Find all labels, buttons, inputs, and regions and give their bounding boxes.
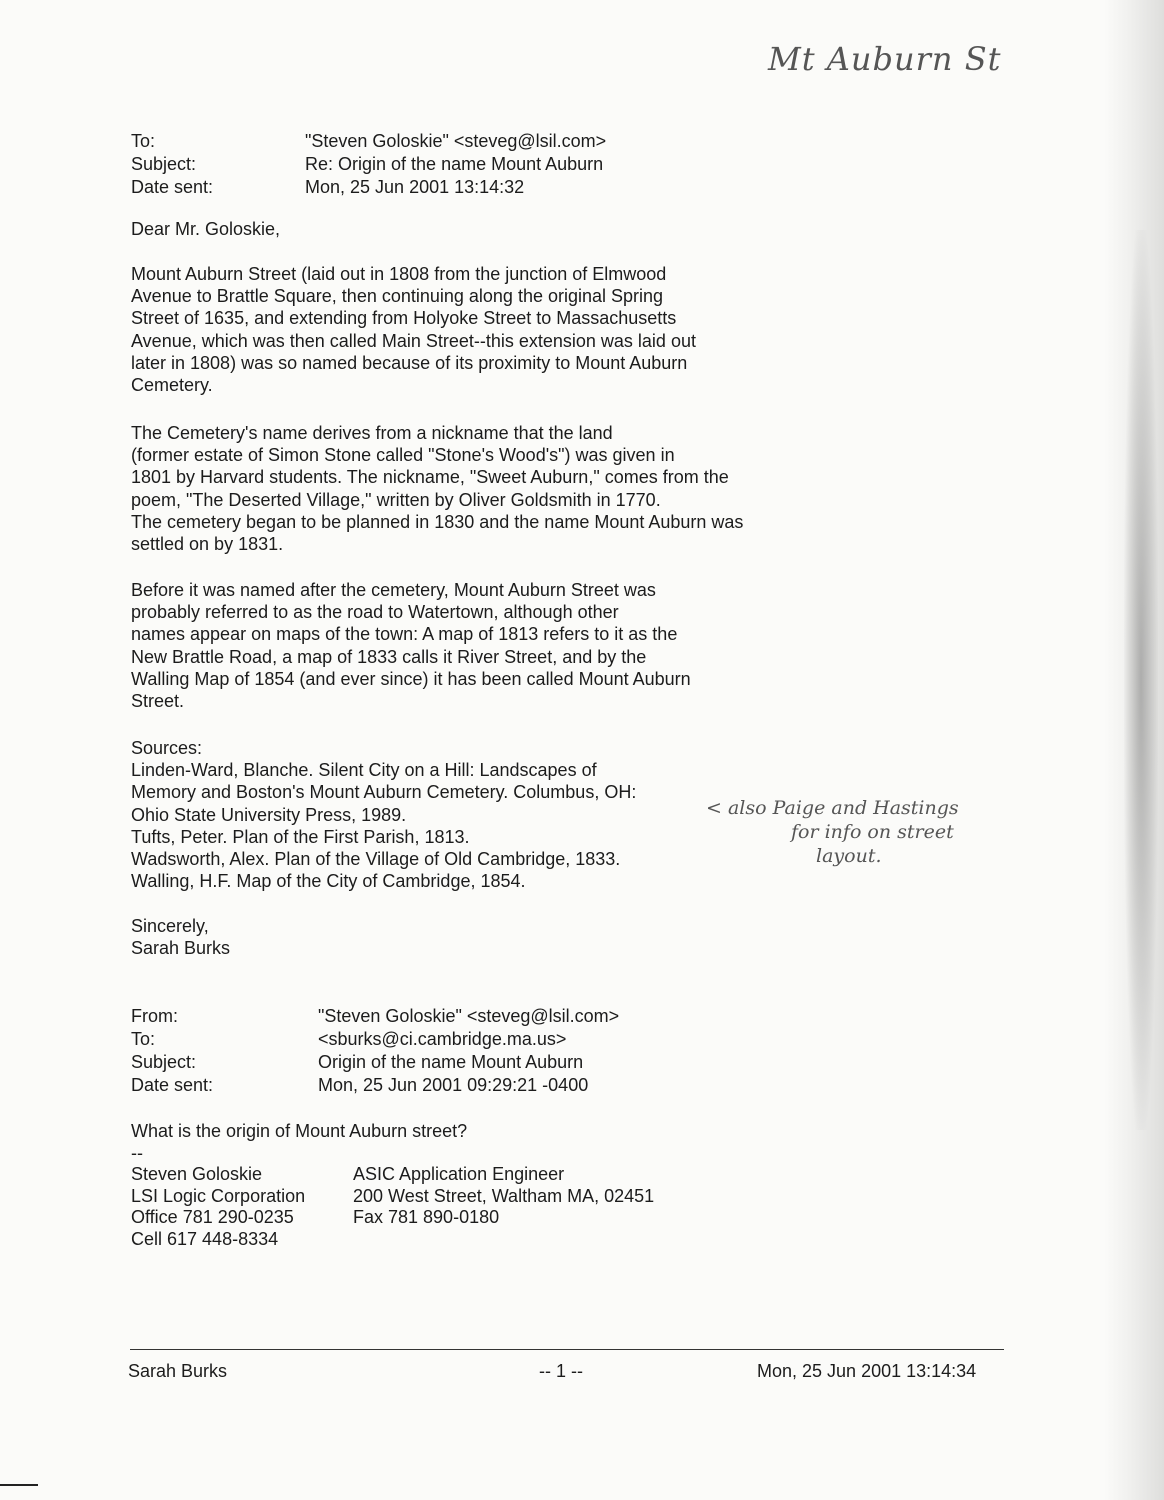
closing: [131, 915, 821, 959]
header-row-subject: [131, 1051, 619, 1074]
source-line: Wadsworth, Alex. Plan of the Village of Old Cambridge, 1833.: [131, 849, 621, 870]
signature-row: [131, 1164, 654, 1186]
handwritten-line: for info on street: [791, 821, 954, 843]
source-line: Walling, H.F. Map of the City of Cambridge, 1854.: [131, 871, 526, 892]
source-line: Linden-Ward, Blanche. Silent City on a Hill: Landscapes of: [131, 760, 597, 781]
handwritten-title: Mt Auburn St: [768, 40, 1002, 78]
header-value: Mon, 25 Jun 2001 09:29:21 -0400: [318, 1075, 589, 1095]
text-line: poem, "The Deserted Village," written by Oliver Goldsmith in 1770.: [131, 489, 661, 510]
handwritten-margin-note: [706, 796, 1076, 868]
footer-divider: [130, 1349, 1004, 1350]
text-line: names appear on maps of the town: A map of 1813 refers to it as the: [131, 624, 678, 645]
text-line: Street.: [131, 691, 185, 712]
footer-timestamp: Mon, 25 Jun 2001 13:14:34: [757, 1361, 977, 1381]
header-label: Date sent:: [131, 177, 214, 197]
header-row-to: [131, 130, 606, 153]
header-row-to: [131, 1028, 619, 1051]
source-line: Tufts, Peter. Plan of the First Parish, 1813.: [131, 826, 470, 847]
header-label: Subject:: [131, 154, 197, 174]
text-line: Avenue to Brattle Square, then continuing along the original Spring: [131, 286, 664, 307]
header-label: From:: [131, 1006, 178, 1026]
header-value: Mon, 25 Jun 2001 13:14:32: [305, 177, 525, 197]
email-signature: [131, 1164, 654, 1250]
signature-left: Steven Goloskie: [131, 1164, 263, 1184]
signature-left: LSI Logic Corporation: [131, 1185, 306, 1206]
salutation: [131, 218, 821, 240]
header-label: Date sent:: [131, 1075, 214, 1095]
header-row-date: [131, 176, 606, 199]
scan-corner-mark: [0, 1484, 38, 1486]
header-value: Re: Origin of the name Mount Auburn: [305, 154, 604, 174]
text-line: (former estate of Simon Stone called "Stone's Wood's") was given in: [131, 445, 675, 466]
text-line: Before it was named after the cemetery, Mount Auburn Street was: [131, 580, 656, 600]
text-line: The cemetery began to be planned in 1830 and the name Mount Auburn was: [131, 511, 744, 532]
header-label: To:: [131, 131, 156, 151]
header-row-subject: [131, 153, 606, 176]
salutation-text: Dear Mr. Goloskie,: [131, 219, 281, 239]
text-line: Avenue, which was then called Main Street--this extension was laid out: [131, 330, 696, 351]
header-value: "Steven Goloskie" <steveg@lsil.com>: [305, 131, 607, 151]
header-label: Subject:: [131, 1052, 197, 1072]
signature-right: 200 West Street, Waltham MA, 02451: [353, 1185, 655, 1206]
handwritten-line: < also Paige and Hastings: [706, 797, 959, 819]
original-question: [131, 1120, 821, 1164]
text-line: Mount Auburn Street (laid out in 1808 from the junction of Elmwood: [131, 264, 667, 284]
header-row-from: [131, 1005, 619, 1028]
header-row-date: [131, 1074, 619, 1097]
header-value: Origin of the name Mount Auburn: [318, 1052, 584, 1072]
paragraph-3: [131, 579, 821, 712]
signature-right: ASIC Application Engineer: [353, 1164, 565, 1184]
text-line: later in 1808) was so named because of its proximity to Mount Auburn: [131, 352, 688, 373]
text-line: probably referred to as the road to Watertown, although other: [131, 602, 619, 623]
source-line: Ohio State University Press, 1989.: [131, 804, 407, 825]
sources-heading: Sources:: [131, 738, 203, 758]
text-line: settled on by 1831.: [131, 534, 284, 555]
header-label: To:: [131, 1029, 156, 1049]
header-value: <sburks@ci.cambridge.ma.us>: [318, 1029, 567, 1049]
signature-row: [131, 1229, 654, 1251]
text-line: Walling Map of 1854 (and ever since) it has been called Mount Auburn: [131, 668, 691, 689]
text-line: Street of 1635, and extending from Holyoke Street to Massachusetts: [131, 308, 677, 329]
signature-right: Fax 781 890-0180: [353, 1207, 500, 1227]
header-value: "Steven Goloskie" <steveg@lsil.com>: [318, 1006, 620, 1026]
question-text: What is the origin of Mount Auburn street?: [131, 1121, 468, 1141]
source-line: Memory and Boston's Mount Auburn Cemetery. Columbus, OH:: [131, 782, 637, 803]
handwritten-line: layout.: [816, 845, 882, 867]
closing-line: Sincerely,: [131, 916, 209, 936]
closing-signature: Sarah Burks: [131, 938, 231, 959]
signature-row: [131, 1207, 654, 1229]
paragraph-1: [131, 263, 821, 396]
text-line: Cemetery.: [131, 375, 213, 396]
scan-smudge: [1124, 230, 1158, 1130]
footer-author: Sarah Burks: [128, 1361, 228, 1381]
signature-row: [131, 1186, 654, 1208]
signature-separator: --: [131, 1143, 143, 1164]
text-line: The Cemetery's name derives from a nickname that the land: [131, 423, 613, 443]
signature-left: Cell 617 448-8334: [131, 1228, 279, 1249]
footer-page-number: -- 1 --: [539, 1361, 583, 1381]
text-line: New Brattle Road, a map of 1833 calls it River Street, and by the: [131, 646, 647, 667]
text-line: 1801 by Harvard students. The nickname, "Sweet Auburn," comes from the: [131, 467, 729, 488]
signature-left: Office 781 290-0235: [131, 1207, 294, 1227]
reply-header: [131, 130, 606, 199]
original-header: [131, 1005, 619, 1097]
paragraph-2: [131, 422, 821, 555]
